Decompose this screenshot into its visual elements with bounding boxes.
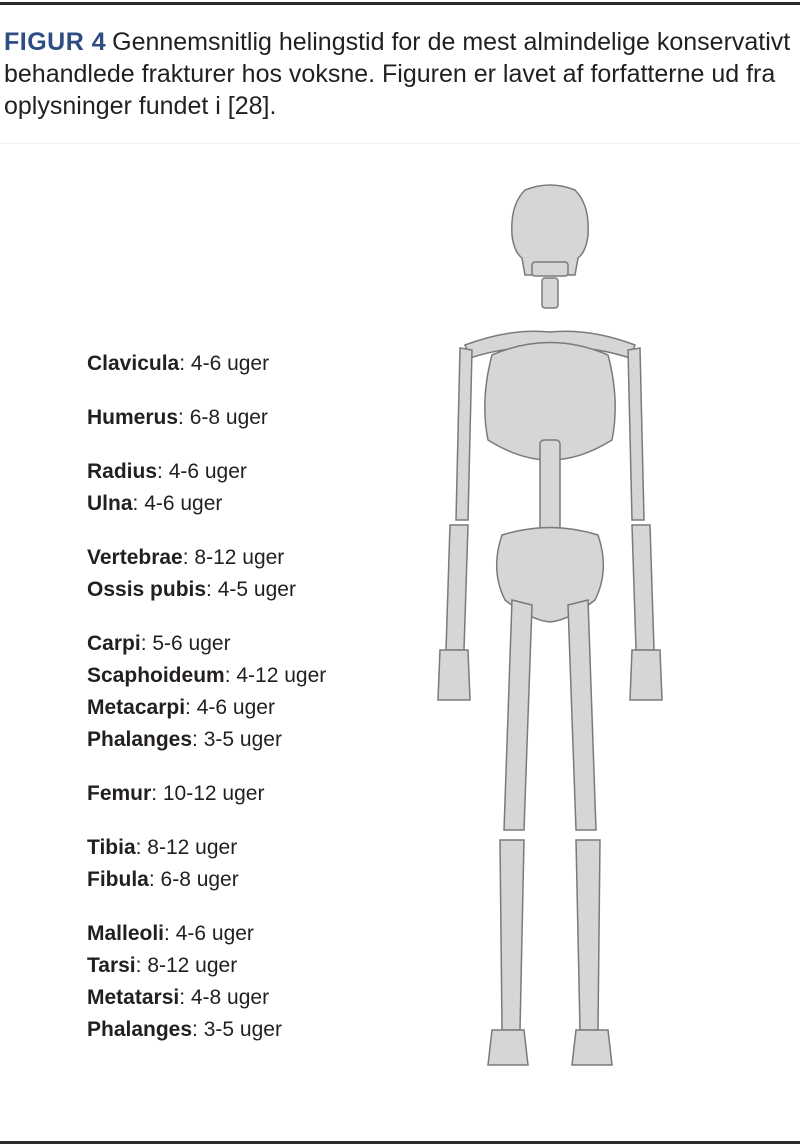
caption-separator bbox=[0, 143, 800, 144]
legend-entry bbox=[87, 724, 417, 756]
legend-entry bbox=[87, 950, 417, 982]
right-foot bbox=[572, 1030, 612, 1065]
right-tibia bbox=[576, 840, 600, 1030]
bone-name: Tibia bbox=[87, 836, 136, 859]
legend-entry bbox=[87, 628, 417, 660]
bottom-rule bbox=[0, 1141, 800, 1144]
legend-group bbox=[87, 778, 417, 810]
bone-name: Phalanges bbox=[87, 728, 193, 751]
healing-time: 3-5 uger bbox=[203, 1018, 282, 1041]
skeleton-illustration bbox=[420, 180, 680, 1080]
legend-entry bbox=[87, 456, 417, 488]
bone-name: Carpi bbox=[87, 632, 141, 655]
bone-name: Fibula bbox=[87, 868, 149, 891]
separator: : bbox=[151, 782, 163, 805]
legend-entry bbox=[87, 660, 417, 692]
separator: : bbox=[206, 578, 218, 601]
legend-group bbox=[87, 542, 417, 606]
legend-entry bbox=[87, 982, 417, 1014]
healing-time: 6-8 uger bbox=[160, 868, 239, 891]
legend-entry bbox=[87, 1014, 417, 1046]
legend-entry bbox=[87, 488, 417, 520]
separator: : bbox=[135, 954, 148, 977]
healing-time: 4-8 uger bbox=[190, 986, 270, 1009]
healing-time: 4-12 uger bbox=[236, 664, 327, 687]
healing-time: 10-12 uger bbox=[162, 782, 265, 805]
bone-name: Malleoli bbox=[87, 922, 165, 945]
bone-name: Metatarsi bbox=[87, 986, 180, 1009]
bone-name: Tarsi bbox=[87, 954, 136, 977]
healing-time: 5-6 uger bbox=[152, 632, 231, 655]
right-hand bbox=[630, 650, 662, 700]
separator: : bbox=[157, 460, 169, 483]
separator: : bbox=[224, 664, 237, 687]
top-rule bbox=[0, 2, 800, 5]
healing-time: 8-12 uger bbox=[147, 836, 238, 859]
separator: : bbox=[185, 696, 197, 719]
bone-name: Ossis pubis bbox=[87, 578, 207, 601]
bone-name: Clavicula bbox=[87, 352, 180, 375]
right-femur bbox=[568, 600, 596, 830]
healing-time-list bbox=[87, 348, 417, 1068]
left-hand bbox=[438, 650, 470, 700]
healing-time: 4-6 uger bbox=[190, 352, 270, 375]
separator: : bbox=[182, 546, 195, 569]
healing-time: 8-12 uger bbox=[147, 954, 238, 977]
caption-text: Gennemsnitlig helingstid for de mest almindelige konservativt behandlede frakturer hos voksne. Figuren er lavet af forfatterne ud fra oplysninger fundet i [28]. bbox=[4, 28, 791, 120]
healing-time: 6-8 uger bbox=[189, 406, 268, 429]
left-femur bbox=[504, 600, 532, 830]
bone-name: Vertebrae bbox=[87, 546, 183, 569]
legend-entry bbox=[87, 348, 417, 380]
left-tibia bbox=[500, 840, 524, 1030]
bone-name: Ulna bbox=[87, 492, 133, 515]
figure-label: FIGUR 4 bbox=[4, 28, 107, 56]
cervical-spine bbox=[542, 278, 558, 308]
legend-entry bbox=[87, 778, 417, 810]
legend-entry bbox=[87, 692, 417, 724]
separator: : bbox=[140, 632, 153, 655]
healing-time: 8-12 uger bbox=[194, 546, 285, 569]
right-humerus bbox=[628, 348, 644, 520]
legend-entry bbox=[87, 542, 417, 574]
healing-time: 4-6 uger bbox=[168, 460, 247, 483]
bone-name: Scaphoideum bbox=[87, 664, 225, 687]
separator: : bbox=[192, 728, 204, 751]
separator: : bbox=[179, 986, 191, 1009]
legend-group bbox=[87, 456, 417, 520]
legend-group bbox=[87, 628, 417, 756]
bone-name: Radius bbox=[87, 460, 158, 483]
bone-name: Femur bbox=[87, 782, 152, 805]
healing-time: 4-5 uger bbox=[217, 578, 296, 601]
right-forearm bbox=[632, 525, 654, 650]
healing-time: 4-6 uger bbox=[196, 696, 275, 719]
legend-entry bbox=[87, 402, 417, 434]
bone-name: Metacarpi bbox=[87, 696, 186, 719]
figure-caption bbox=[4, 26, 794, 122]
legend-entry bbox=[87, 918, 417, 950]
legend-group bbox=[87, 402, 417, 434]
separator: : bbox=[164, 922, 176, 945]
left-forearm bbox=[446, 525, 468, 650]
bone-name: Humerus bbox=[87, 406, 179, 429]
legend-entry bbox=[87, 864, 417, 896]
healing-time: 3-5 uger bbox=[203, 728, 282, 751]
legend-group bbox=[87, 348, 417, 380]
separator: : bbox=[148, 868, 161, 891]
jaw bbox=[532, 262, 568, 276]
separator: : bbox=[192, 1018, 204, 1041]
legend-group bbox=[87, 832, 417, 896]
separator: : bbox=[179, 352, 191, 375]
separator: : bbox=[178, 406, 190, 429]
healing-time: 4-6 uger bbox=[144, 492, 223, 515]
separator: : bbox=[132, 492, 145, 515]
healing-time: 4-6 uger bbox=[175, 922, 254, 945]
legend-entry bbox=[87, 832, 417, 864]
legend-group bbox=[87, 918, 417, 1046]
legend-entry bbox=[87, 574, 417, 606]
left-humerus bbox=[456, 348, 472, 520]
lumbar-spine bbox=[540, 440, 560, 540]
left-foot bbox=[488, 1030, 528, 1065]
separator: : bbox=[135, 836, 148, 859]
bone-name: Phalanges bbox=[87, 1018, 193, 1041]
